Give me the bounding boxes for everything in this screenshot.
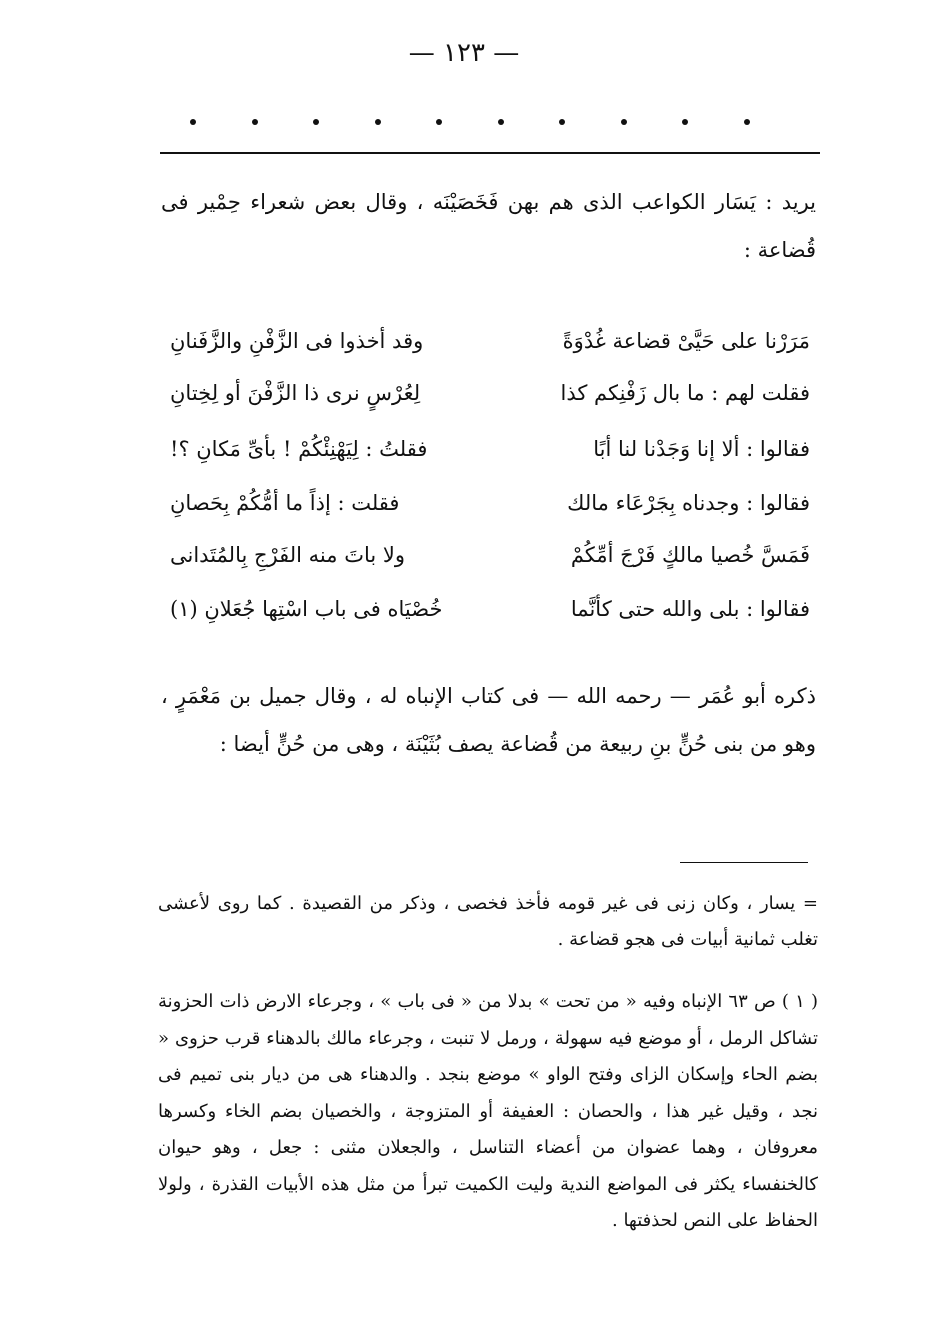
intro-paragraph: يريد : يَسَار الكواعب الذى هم بهن فَخَصَيْنَه ، وقال بعض شعراء حِمْير فى قُضاعة : (161, 190, 816, 262)
verse-line (170, 530, 810, 580)
page-number: — ١٢٣ — (408, 38, 520, 68)
ornament-dot (375, 119, 381, 125)
verse-hemistich-right: فقلت لهم : ما بال زَفْنِكم كذا (560, 381, 810, 405)
ornament-dot (682, 119, 688, 125)
verse-hemistich-left: فقلت : إذاً ما أمُّكُمْ بِحَصانِ (170, 491, 400, 515)
ornament-dot (313, 119, 319, 125)
verse-hemistich-left: لِعُرْسٍ نرى ذا الزَّفْنَ أو لِخِتانِ (170, 381, 421, 405)
ornament-dot (621, 119, 627, 125)
verse-line (170, 424, 810, 474)
header-rule (160, 152, 820, 154)
attribution-paragraph: ذكره أبو عُمَر — رحمه الله — فى كتاب الإنباه له ، وقال جميل بن مَعْمَرٍ ، وهو من بنى حُنٍّ بنِ ربيعة من قُضاعة يصف بُثَيْنَة ، وهى من حُنٍّ أيضا : (161, 684, 816, 756)
footnote-1: ( ١ ) ص ٦٣ الإنباه وفيه « من تحت » بدلا من « فى باب » ، وجرعاء الارض ذات الحزونة تشاكل الرمل ، أو موضع فيه سهولة ، ورمل لا تنبت ، وجرعاء مالك بالدهناء قرب حزوى « بضم الحاء وإسكان الزاى وفتح الواو » موضع بنجد . والدهناء هى من ديار بنى تميم فى نجد ، وقيل غير هذا ، والحصان : العفيفة أو المتزوجة ، والخصيان بضم الخاء وكسرها معروفان ، وهما عضوان من أعضاء التناسل ، والجعلان مثنى : جعل ، وهو حيوان كالخنفساء يكثر فى المواضع الندية وليت الكميت تبرأ من مثل هذه الأبيات القذرة ، ولولا الحفاظ على النص لحذفتها . (158, 991, 819, 1231)
verse-hemistich-left: فقلتُ : لِيَهْنِئْكُمْ ! بأىِّ مَكانِ ؟! (170, 437, 428, 461)
verse-hemistich-left: ولا باتَ منه الفَرْجِ بِالمُتَدانى (170, 543, 405, 567)
ornament-dot (498, 119, 504, 125)
ornament-dots (190, 112, 750, 132)
verse-line (170, 478, 810, 528)
verse-line (170, 368, 810, 418)
footnote-rule (680, 862, 808, 863)
ornament-dot (252, 119, 258, 125)
verse-hemistich-right: فقالوا : ألا إنا وَجَدْنا لنا أبًا (593, 437, 810, 461)
ornament-dot (744, 119, 750, 125)
verse-hemistich-right: مَرَرْنا على حَيَّىْ قضاعة غُدْوَةً (562, 329, 810, 353)
ornament-dot (559, 119, 565, 125)
verse-hemistich-left: خُصْيَاه فى باب اسْتِها جُعَلانِ (١) (170, 597, 443, 621)
footnote-continuation: = يسار ، وكان زنى فى غير قومه فأخذ فخصى ، وذكر من القصيدة . كما روى لأعشى تغلب ثمانية أبيات فى هجو قضاعة . (158, 893, 818, 950)
verse-line (170, 584, 810, 634)
verse-line (170, 316, 810, 366)
verse-hemistich-right: فقالوا : وجدناه بِجَرْعَاء مالك (567, 491, 810, 515)
verse-hemistich-left: وقد أخذوا فى الزَّفْنِ والزَّفَنانِ (170, 329, 424, 353)
ornament-dot (190, 119, 196, 125)
verse-hemistich-right: فَمَسَّ خُصيا مالكٍ فَرْجَ أمِّكُمْ (570, 543, 810, 567)
verse-hemistich-right: فقالوا : بلى والله حتى كأنَّما (570, 597, 810, 621)
ornament-dot (436, 119, 442, 125)
